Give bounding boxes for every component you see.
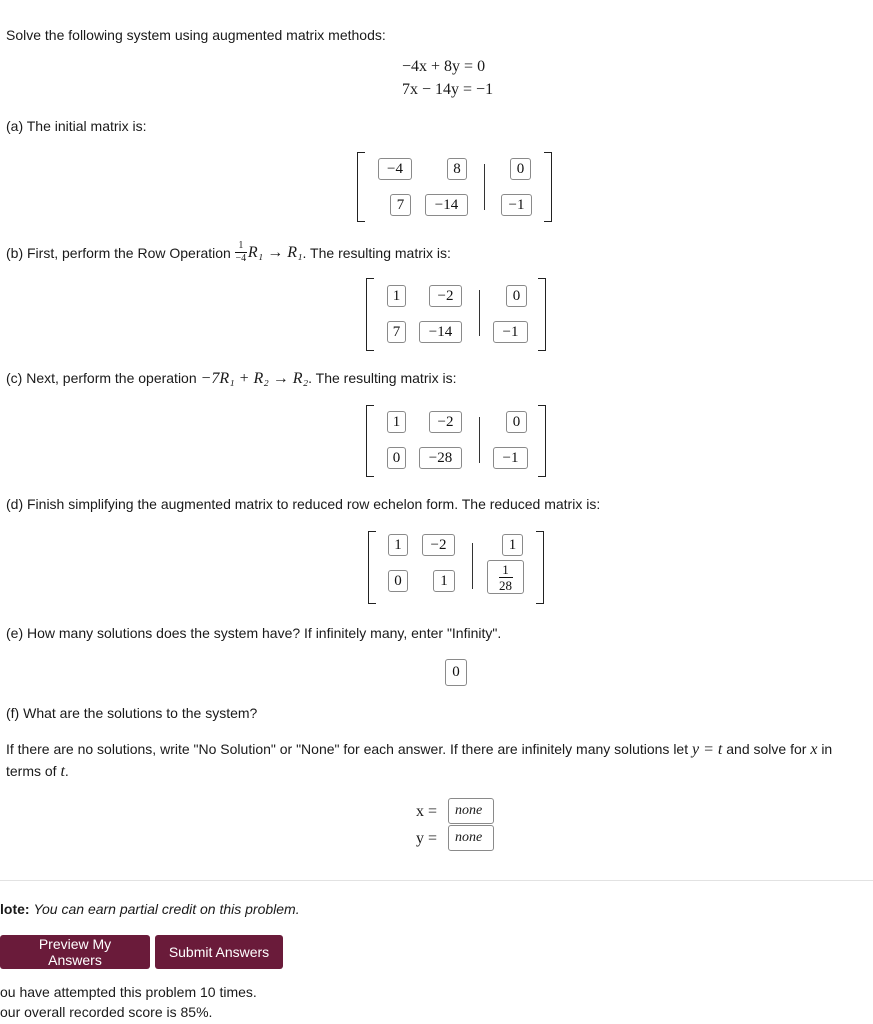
- matrix-c: [366, 405, 546, 477]
- matrix-d-r1c2-input[interactable]: −2: [422, 534, 455, 556]
- part-b-label: [6, 241, 451, 264]
- part-c-label-suffix: . The resulting matrix is:: [308, 370, 457, 386]
- right-bracket: [536, 531, 544, 604]
- fraction-denominator: −4: [235, 253, 247, 264]
- instructions-math: y = t: [692, 741, 723, 758]
- augment-bar: [472, 543, 473, 589]
- instructions-text: in: [821, 741, 833, 757]
- part-f-instructions-line1: [6, 741, 832, 759]
- matrix-b-r1c2-input[interactable]: −2: [429, 285, 462, 307]
- right-bracket: [544, 152, 552, 222]
- augment-bar: [479, 290, 480, 336]
- part-d-label: (d) Finish simplifying the augmented matrix to reduced row echelon form. The reduced matrix is:: [6, 496, 601, 512]
- fraction-numerator: 1: [238, 240, 244, 251]
- note-label: lote:: [0, 901, 30, 917]
- augment-bar: [484, 164, 485, 210]
- attempts-status: ou have attempted this problem 10 times.: [0, 984, 257, 1000]
- section-divider: [0, 880, 873, 881]
- left-bracket: [366, 405, 374, 477]
- note-text: You can earn partial credit on this problem.: [33, 901, 300, 917]
- partial-credit-note: [0, 901, 300, 917]
- solution-count-input[interactable]: 0: [445, 659, 467, 686]
- matrix-d-r2c3-input[interactable]: [487, 560, 524, 594]
- matrix-c-r2c1-input[interactable]: 0: [387, 447, 406, 469]
- matrix-c-r1c2-input[interactable]: −2: [429, 411, 462, 433]
- part-a-label: (a) The initial matrix is:: [6, 118, 147, 134]
- row-op-expression: −7R₁ + R₂ → R₂: [200, 370, 309, 387]
- part-f-label: (f) What are the solutions to the system?: [6, 705, 258, 721]
- matrix-c-r1c3-input[interactable]: 0: [506, 411, 527, 433]
- matrix-a-r2c3-input[interactable]: −1: [501, 194, 532, 216]
- matrix-a-r1c2-input[interactable]: 8: [447, 158, 467, 180]
- problem-prompt: Solve the following system using augmented matrix methods:: [6, 27, 386, 43]
- part-c-label: [6, 370, 457, 388]
- matrix-b: [366, 278, 546, 351]
- matrix-a-r1c1-input[interactable]: −4: [378, 158, 412, 180]
- matrix-b-r2c3-input[interactable]: −1: [493, 321, 528, 343]
- augment-bar: [479, 417, 480, 463]
- y-answer-input[interactable]: none: [448, 825, 494, 851]
- instructions-text: and solve for: [726, 741, 807, 757]
- preview-answers-button[interactable]: Preview My Answers: [0, 935, 150, 969]
- matrix-a-r2c2-input[interactable]: −14: [425, 194, 468, 216]
- matrix-d: [368, 531, 544, 604]
- x-answer-input[interactable]: none: [448, 798, 494, 824]
- part-b-label-suffix: . The resulting matrix is:: [302, 244, 451, 261]
- part-c-label-prefix: (c) Next, perform the operation: [6, 370, 197, 386]
- matrix-c-r1c1-input[interactable]: 1: [387, 411, 406, 433]
- x-label: x =: [416, 803, 438, 820]
- instructions-math: x: [810, 741, 818, 758]
- row-op-fraction: [235, 241, 247, 264]
- instructions-text: terms of: [6, 763, 57, 779]
- matrix-c-r2c2-input[interactable]: −28: [419, 447, 462, 469]
- instructions-text: If there are no solutions, write "No Solution" or "None" for each answer. If there are infinitely many solutions let: [6, 741, 689, 757]
- part-e-label: (e) How many solutions does the system have? If infinitely many, enter "Infinity".: [6, 625, 502, 641]
- instructions-math: t: [60, 763, 65, 780]
- instructions-text: .: [64, 763, 69, 779]
- matrix-a: [357, 152, 552, 222]
- submit-answers-button[interactable]: Submit Answers: [155, 935, 283, 969]
- matrix-d-r1c3-input[interactable]: 1: [502, 534, 523, 556]
- matrix-b-r2c1-input[interactable]: 7: [387, 321, 406, 343]
- matrix-b-r1c3-input[interactable]: 0: [506, 285, 527, 307]
- right-bracket: [538, 405, 546, 477]
- matrix-b-r1c1-input[interactable]: 1: [387, 285, 406, 307]
- matrix-a-r1c3-input[interactable]: 0: [510, 158, 531, 180]
- matrix-d-r1c1-input[interactable]: 1: [388, 534, 408, 556]
- matrix-d-r2c2-input[interactable]: 1: [433, 570, 455, 592]
- matrix-d-r2c1-input[interactable]: 0: [388, 570, 408, 592]
- fraction-denominator: 28: [499, 577, 512, 593]
- right-bracket: [538, 278, 546, 351]
- left-bracket: [357, 152, 365, 222]
- left-bracket: [366, 278, 374, 351]
- y-label: y =: [416, 830, 438, 847]
- equation-1: −4x + 8y = 0: [402, 58, 486, 75]
- matrix-c-r2c3-input[interactable]: −1: [493, 447, 528, 469]
- part-f-instructions-line2: [6, 763, 69, 781]
- left-bracket: [368, 531, 376, 604]
- score-status: our overall recorded score is 85%.: [0, 1004, 213, 1020]
- equation-2: 7x − 14y = −1: [402, 81, 494, 98]
- matrix-b-r2c2-input[interactable]: −14: [419, 321, 462, 343]
- row-op-expression: R₁ → R₁: [247, 243, 303, 261]
- matrix-a-r2c1-input[interactable]: 7: [390, 194, 411, 216]
- fraction-numerator: 1: [502, 561, 509, 577]
- part-b-label-prefix: (b) First, perform the Row Operation: [6, 244, 231, 261]
